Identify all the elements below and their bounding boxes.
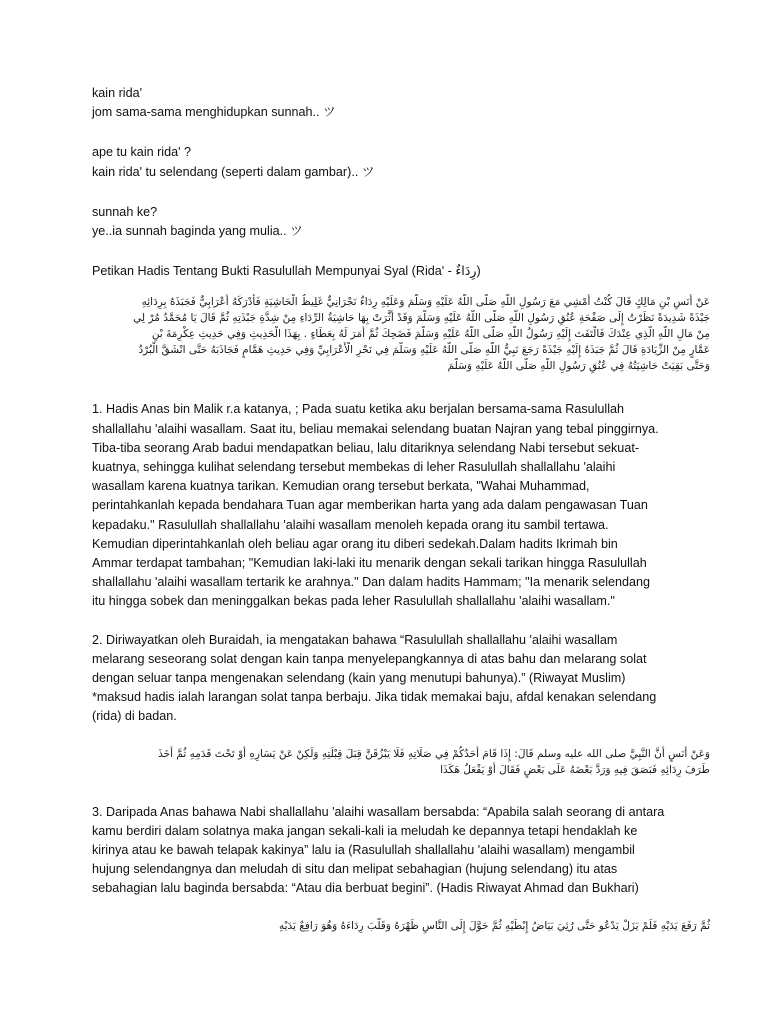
section-heading: Petikan Hadis Tentang Bukti Rasulullah Mempunyai Syal (Rida' - رِدَاءٌ) [92,264,481,279]
arabic-line: وَحَتَّى بَقِيَتْ حَاشِيَتُهُ فِي عُنُقِ رَسُولِ اللَّهِ صَلَّى اللَّهُ عَلَيْهِ وَسَلَّمَ [447,360,710,373]
text-line: kamu berdiri dalam solatnya maka jangan sekali-kali ia meludah ke depannya tetapi hendaklah ke [92,823,638,838]
text-line: melarang seseorang solat dengan kain tanpa menyelepangkannya di atas bahu dan melarang solat [92,651,647,666]
arabic-line: وَعَنْ أَنَسٍ أَنَّ النَّبِيَّ صلى الله عليه وسلم قَالَ: إِذَا قَامَ أَحَدُكُمْ فِي صَلَاتِهِ فَلَا يَبْزُقَنَّ قِبَلَ قِبْلَتِهِ وَلَكِنْ عَنْ يَسَارِهِ أَوْ تَحْتَ قَدَمِهِ ثُمَّ أَخَذَ [158,747,710,760]
text-line: Kemudian diperintahkanlah oleh beliau agar orang itu diberi sedekah.Dalam hadits Ikrimah bin [92,536,618,551]
text-line: shallallahu 'alaihi wasallam. Saat itu, beliau memakai selendang buatan Najran yang tebal pinggirnya. [92,421,659,436]
hadith-translation-3 [92,803,710,899]
intro-paragraph-2 [92,143,710,181]
text-line: (rida) di badan. [92,709,177,724]
text-line: jom sama-sama menghidupkan sunnah.. ツ [92,105,336,120]
text-line: sunnah ke? [92,204,158,219]
text-line: sebahagian lalu baginda bersabda: “Atau dia berbuat begini”. (Hadis Riwayat Ahmad dan Bukhari) [92,881,639,896]
hadith-translation-1 [92,400,710,611]
arabic-hadith-1 [92,294,710,374]
arabic-line: مِنْ مَالِ اللَّهِ الَّذِي عِنْدَكَ فَالْتَفَتَ إِلَيْهِ رَسُولُ اللَّهِ صَلَّى اللَّهُ عَلَيْهِ وَسَلَّمَ فَضَحِكَ ثُمَّ أَمَرَ لَهُ بِعَطَاءٍ . بِهَذَا الْحَدِيثِ وَفِي حَدِيثِ عِكْرِمَةَ بْنِ [151,328,710,341]
arabic-line: ثُمَّ رَفَعَ يَدَيْهِ فَلَمْ يَزَلْ يَدْعُو حَتَّى رُئِيَ بَيَاضُ إِبْطَيْهِ ثُمَّ حَوَّلَ إِلَى النَّاسِ ظَهْرَهُ وَقَلَّبَ رِدَاءَهُ وَهُوَ رَافِعٌ يَدَيْهِ [278,919,710,932]
arabic-hadith-3 [92,918,710,934]
arabic-line: عَنْ أَنَسِ بْنِ مَالِكٍ قَالَ كُنْتُ أَمْشِي مَعَ رَسُولِ اللَّهِ صَلَّى اللَّهُ عَلَيْهِ وَسَلَّمَ وَعَلَيْهِ رِدَاءٌ نَجْرَانِيٌّ غَلِيظُ الْحَاشِيَةِ فَأَدْرَكَهُ أَعْرَابِيٌّ فَجَبَذَهُ بِرِدَائِهِ [141,296,710,309]
document-page [92,84,710,934]
arabic-line: طَرَفَ رِدَائِهِ فَبَصَقَ فِيهِ وَرَدَّ بَعْضَهُ عَلَى بَعْضٍ فَقَالَ أَوْ يَفْعَلُ هَكَذَا [440,763,710,776]
text-line: Tiba-tiba seorang Arab badui mendapatkan beliau, lalu ditariknya selendang Nabi tersebut sekuat- [92,440,640,455]
arabic-line: عَمَّارٍ مِنْ الزِّيَادَةِ قَالَ ثُمَّ جَبَذَهُ إِلَيْهِ جَبْذَةً رَجَعَ نَبِيُّ اللَّهِ صَلَّى اللَّهُ عَلَيْهِ وَسَلَّمَ فِي نَحْرِ الْأَعْرَابِيِّ وَفِي حَدِيثِ هَمَّامٍ فَجَاذَبَهُ حَتَّى انْشَقَّ الْبُرْدُ [138,344,710,357]
hadith-translation-2 [92,631,710,727]
text-line: perintahkanlah kepada bendahara Tuan agar memberikan harta yang ada dalam pengawasan Tuan [92,498,648,513]
text-line: ye..ia sunnah baginda yang mulia.. ツ [92,224,303,239]
text-line: wasallam karena kuatnya tarikan. Kemudian orang tersebut berkata, "Wahai Muhammad, [92,479,590,494]
intro-paragraph-3 [92,203,710,241]
arabic-hadith-2 [92,746,710,778]
text-line: 3. Daripada Anas bahawa Nabi shallallahu 'alaihi wasallam bersabda: “Apabila salah seorang di antara [92,804,665,819]
text-line: kain rida' [92,86,143,100]
text-line: hujung selendangnya dan meludah di situ dan melipat sebahagian (hujung selendang) itu atas [92,862,618,877]
intro-paragraph-1 [92,84,710,122]
text-line: itu hingga sobek dan meninggalkan bekas pada leher Rasulullah shallallahu 'alaihi wasallam." [92,594,615,609]
arabic-line: جَبْذَةً شَدِيدَةً نَظَرْتُ إِلَى صَفْحَةِ عُنُقِ رَسُولِ اللَّهِ صَلَّى اللَّهُ عَلَيْهِ وَسَلَّمَ وَقَدْ أَثَّرَتْ بِهَا حَاشِيَةُ الرِّدَاءِ مِنْ شِدَّةِ جَبْذَتِهِ ثُمَّ قَالَ يَا مُحَمَّدُ مُرْ لِي [133,312,710,325]
text-line: kirinya atau ke bawah telapak kakinya” lalu ia (Rasulullah shallallahu 'alaihi wasallam) mengambil [92,843,635,858]
text-line: kuatnya, sehingga kulihat selendang tersebut membekas di leher Rasulullah shallallahu 'alaihi [92,460,616,475]
text-line: kepadaku." Rasulullah shallallahu 'alaihi wasallam menoleh kepada orang itu sambil tertawa. [92,517,609,532]
text-line: Ammar terdapat tambahan; "Kemudian laki-laki itu menarik dengan sekali tarikan hingga Rasulullah [92,556,647,571]
text-line: 1. Hadis Anas bin Malik r.a katanya, ; Pada suatu ketika aku berjalan bersama-sama Rasulullah [92,402,625,417]
text-line: dengan seluar tanpa mengenakan selendang (kain yang menutupi bahunya).” (Riwayat Muslim) [92,671,626,686]
text-line: *maksud hadis ialah larangan solat tanpa berbaju. Jika tidak memakai baju, afdal kenakan selendang [92,690,657,705]
text-line: 2. Diriwayatkan oleh Buraidah, ia mengatakan bahawa “Rasulullah shallallahu 'alaihi wasallam [92,632,618,647]
text-line: ape tu kain rida' ? [92,145,192,160]
text-line: kain rida' tu selendang (seperti dalam gambar).. ツ [92,164,375,179]
text-line: shallallahu 'alaihi wasallam tertarik ke arahnya." Dan dalam hadits Hammam; "Ia menarik selendang [92,575,651,590]
